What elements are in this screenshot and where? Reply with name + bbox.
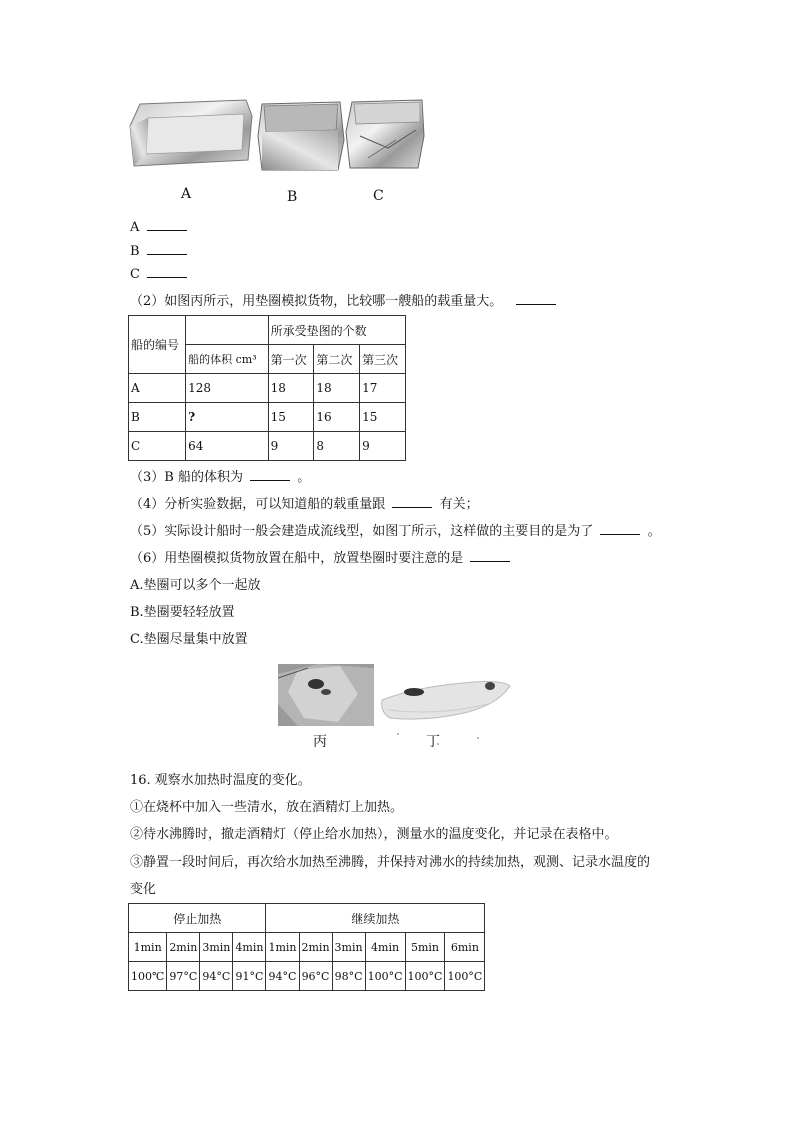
temp-cell: 94°C <box>200 962 233 991</box>
cell-boat-id: A <box>129 374 186 403</box>
option-a: A.垫圈可以多个一起放 <box>130 578 261 593</box>
header-volume: 船的体积 cm³ <box>186 345 268 374</box>
header-boat-no: 船的编号 <box>129 316 186 374</box>
boat-b <box>258 102 344 170</box>
temp-cell: 100°C <box>365 962 405 991</box>
question-16-title: 16. 观察水加热时温度的变化。 <box>130 773 311 788</box>
header-continue-heating: 继续加热 <box>266 904 485 933</box>
cell-volume: ? <box>186 403 268 432</box>
header-trial-3: 第三次 <box>360 345 406 374</box>
question-2: （2）如图丙所示，用垫圈模拟货物，比较哪一艘船的载重量大。 <box>130 290 559 309</box>
boat-label-b: B <box>287 189 298 205</box>
question-4-blank[interactable] <box>392 495 432 508</box>
question-6: （6）用垫圈模拟货物放置在船中，放置垫圈时要注意的是 <box>130 547 513 566</box>
time-cell: 4min <box>365 933 405 962</box>
question-16-step-3a: ③静置一段时间后，再次给水加热至沸腾，并保持对沸水的持续加热，观测、记录水温度的 <box>130 855 651 870</box>
boat-label-a: A <box>181 186 192 202</box>
temperature-table <box>128 903 485 991</box>
photo-ding-label: 丁 <box>426 734 440 750</box>
time-cell: 6min <box>445 933 485 962</box>
cell-trial-1: 18 <box>268 374 314 403</box>
cell-trial-1: 9 <box>268 432 314 461</box>
boats-figure <box>128 96 428 176</box>
boat-table <box>128 315 406 461</box>
question-5-blank[interactable] <box>600 522 640 535</box>
answer-b-blank[interactable] <box>147 242 187 255</box>
photo-bing-label: 丙 <box>313 734 327 750</box>
question-5: （5）实际设计船时一般会建造成流线型，如图丁所示，这样做的主要目的是为了 。 <box>130 524 661 539</box>
question-6-blank[interactable] <box>470 549 510 562</box>
time-cell: 3min <box>200 933 233 962</box>
table-row <box>129 432 406 461</box>
temp-cell: 98°C <box>332 962 365 991</box>
temp-cell: 97°C <box>167 962 200 991</box>
question-16-step-3b: 变化 <box>130 882 157 897</box>
cell-trial-1: 15 <box>268 403 314 432</box>
temp-cell: 96°C <box>299 962 332 991</box>
answer-b: B <box>130 242 190 259</box>
temp-cell: 100°C <box>445 962 485 991</box>
cell-boat-id: C <box>129 432 186 461</box>
time-row <box>129 933 485 962</box>
cell-trial-2: 18 <box>314 374 360 403</box>
option-c: C.垫圈尽量集中放置 <box>130 632 248 647</box>
time-cell: 2min <box>167 933 200 962</box>
boat-a <box>130 100 252 166</box>
question-3: （3）B 船的体积为 。 <box>130 470 311 485</box>
cell-volume: 64 <box>186 432 268 461</box>
question-16-step-1: ①在烧杯中加入一些清水，放在酒精灯上加热。 <box>130 800 404 815</box>
header-stop-heating: 停止加热 <box>129 904 266 933</box>
cell-trial-3: 15 <box>360 403 406 432</box>
answer-a-blank[interactable] <box>147 218 187 231</box>
boat-label-c: C <box>373 188 384 204</box>
header-empty-cell <box>186 316 268 345</box>
cell-boat-id: B <box>129 403 186 432</box>
time-cell: 5min <box>405 933 445 962</box>
streamlined-boat-image <box>378 664 514 760</box>
answer-c-blank[interactable] <box>147 265 187 278</box>
cell-trial-2: 8 <box>314 432 360 461</box>
table-row <box>129 403 406 432</box>
cell-trial-3: 17 <box>360 374 406 403</box>
question-2-blank[interactable] <box>516 292 556 305</box>
photo-ding <box>378 664 514 760</box>
answer-a: A <box>130 218 190 235</box>
cell-volume: 128 <box>186 374 268 403</box>
question-4: （4）分析实验数据，可以知道船的载重量跟 有关； <box>130 497 479 512</box>
header-trial-2: 第二次 <box>314 345 360 374</box>
question-3-blank[interactable] <box>250 468 290 481</box>
header-trial-1: 第一次 <box>268 345 314 374</box>
question-16-step-2: ②待水沸腾时，撤走酒精灯（停止给水加热），测量水的温度变化，并记录在表格中。 <box>130 827 618 842</box>
boat-c <box>346 100 424 168</box>
temp-cell: 94°C <box>266 962 299 991</box>
temp-cell: 100°C <box>405 962 445 991</box>
option-b: B.垫圈要轻轻放置 <box>130 605 235 620</box>
time-cell: 4min <box>233 933 266 962</box>
time-cell: 1min <box>266 933 299 962</box>
temp-cell: 91°C <box>233 962 266 991</box>
washers-in-boat-image <box>278 664 374 726</box>
table-row <box>129 374 406 403</box>
answer-c: C <box>130 265 190 282</box>
photo-bing <box>278 664 374 726</box>
time-cell: 1min <box>129 933 167 962</box>
cell-trial-2: 16 <box>314 403 360 432</box>
header-washers: 所承受垫图的个数 <box>268 316 405 345</box>
temp-cell: 100℃ <box>129 962 167 991</box>
cell-trial-3: 9 <box>360 432 406 461</box>
time-cell: 2min <box>299 933 332 962</box>
foil-boats-image <box>128 96 428 176</box>
time-cell: 3min <box>332 933 365 962</box>
temperature-row <box>129 962 485 991</box>
